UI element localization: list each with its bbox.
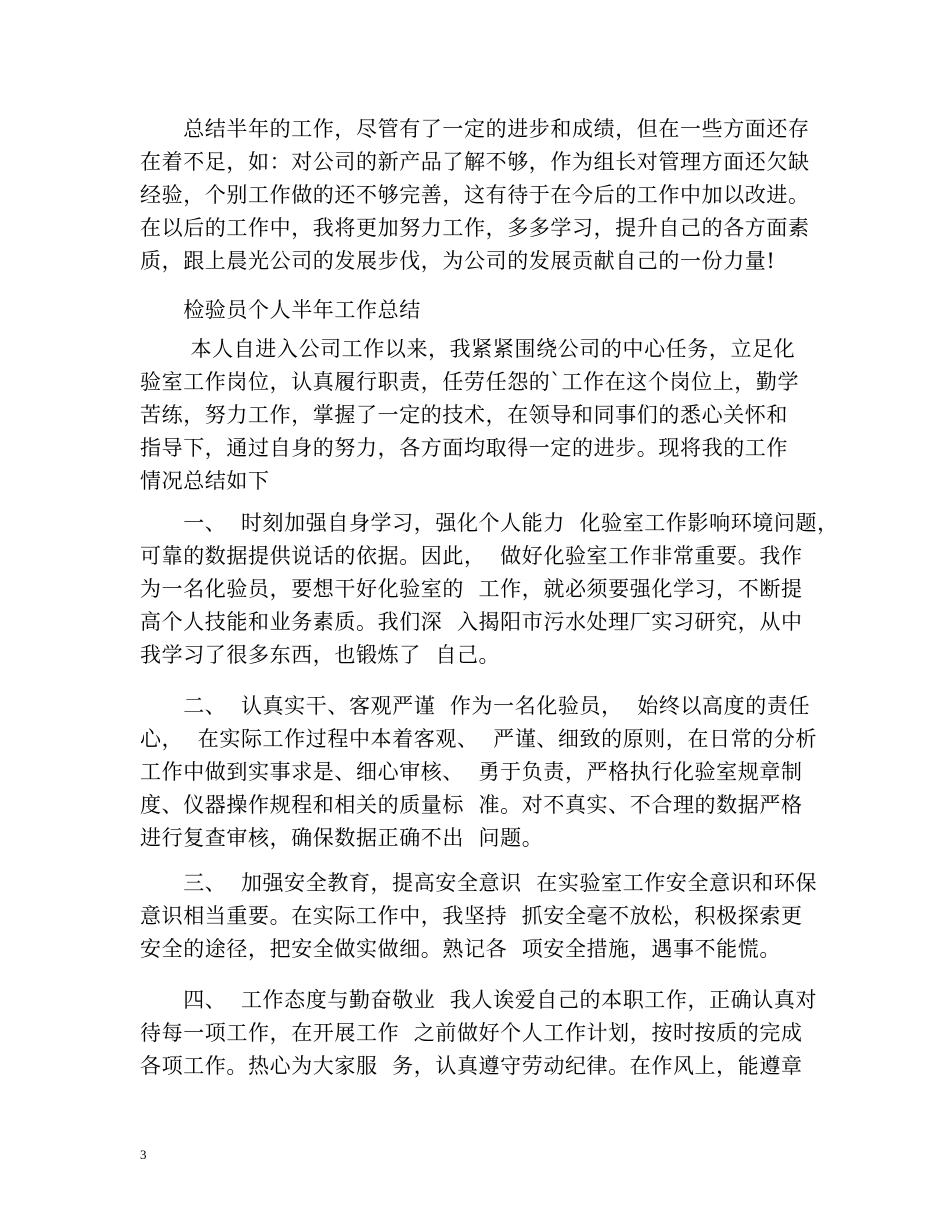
section-heading: 检验员个人半年工作总结: [140, 298, 421, 322]
text-line: 度、仪器操作规程和相关的质量标 准。对不真实、不合理的数据严格: [140, 793, 803, 817]
text-line: 我学习了很多东西，也锻炼了 自己。: [140, 643, 501, 667]
page-number: 3: [140, 1147, 147, 1162]
text-line: 可靠的数据提供说话的依据。因此， 做好化验室工作非常重要。我作: [140, 544, 803, 568]
text-line: 经验，个别工作做的还不够完善，这有待于在今后的工作中加以改进。: [140, 183, 810, 207]
text-line: 安全的途径，把安全做实做细。熟记各 项安全措施，遇事不能慌。: [140, 937, 781, 961]
text-line: 验室工作岗位，认真履行职责，任劳任怨的`工作在这个岗位上，勤学: [140, 370, 800, 394]
text-line: 三、 加强安全教育，提高安全意识 在实验室工作安全意识和环保: [140, 871, 818, 895]
text-line: 在以后的工作中，我将更加努力工作，多多学习，提升自己的各方面素: [140, 216, 810, 240]
text-line: 四、 工作态度与勤奋敬业 我人诶爱自己的本职工作，正确认真对: [140, 988, 818, 1012]
text-line: 总结半年的工作，尽管有了一定的进步和成绩，但在一些方面还存: [140, 117, 810, 141]
text-line: 二、 认真实干、客观严谨 作为一名化验员， 始终以高度的责任: [140, 694, 811, 718]
text-line: 一、 时刻加强自身学习，强化个人能力 化验室工作影响环境问题，: [140, 511, 839, 535]
text-line: 心， 在实际工作过程中本着客观、 严谨、细致的原则，在日常的分析: [140, 727, 818, 751]
text-line: 高个人技能和业务素质。我们深 入揭阳市污水处理厂实习研究，从中: [140, 610, 803, 634]
text-line: 苦练，努力工作，掌握了一定的技术，在领导和同事们的悉心关怀和: [140, 403, 788, 427]
text-line: 各项工作。热心为大家服 务，认真遵守劳动纪律。在作风上，能遵章: [140, 1054, 803, 1078]
text-line: 质，跟上晨光公司的发展步伐，为公司的发展贡献自己的一份力量!: [140, 249, 776, 273]
text-line: 为一名化验员，要想干好化验室的 工作，就必须要强化学习，不断提: [140, 577, 803, 601]
text-line: 指导下，通过自身的努力，各方面均取得一定的进步。现将我的工作: [140, 436, 788, 460]
text-line: 意识相当重要。在实际工作中，我坚持 抓安全毫不放松，积极探索更: [140, 904, 803, 928]
text-line: 在着不足，如：对公司的新产品了解不够，作为组长对管理方面还欠缺: [140, 150, 810, 174]
text-line: 待每一项工作，在开展工作 之前做好个人工作计划，按时按质的完成: [140, 1021, 803, 1045]
text-line: 进行复查审核，确保数据正确不出 问题。: [140, 826, 544, 850]
text-line: 本人自进入公司工作以来，我紧紧围绕公司的中心任务，立足化: [140, 337, 796, 361]
text-line: 情况总结如下: [140, 469, 270, 493]
text-line: 工作中做到实事求是、细心审核、 勇于负责，严格执行化验室规章制: [140, 760, 803, 784]
